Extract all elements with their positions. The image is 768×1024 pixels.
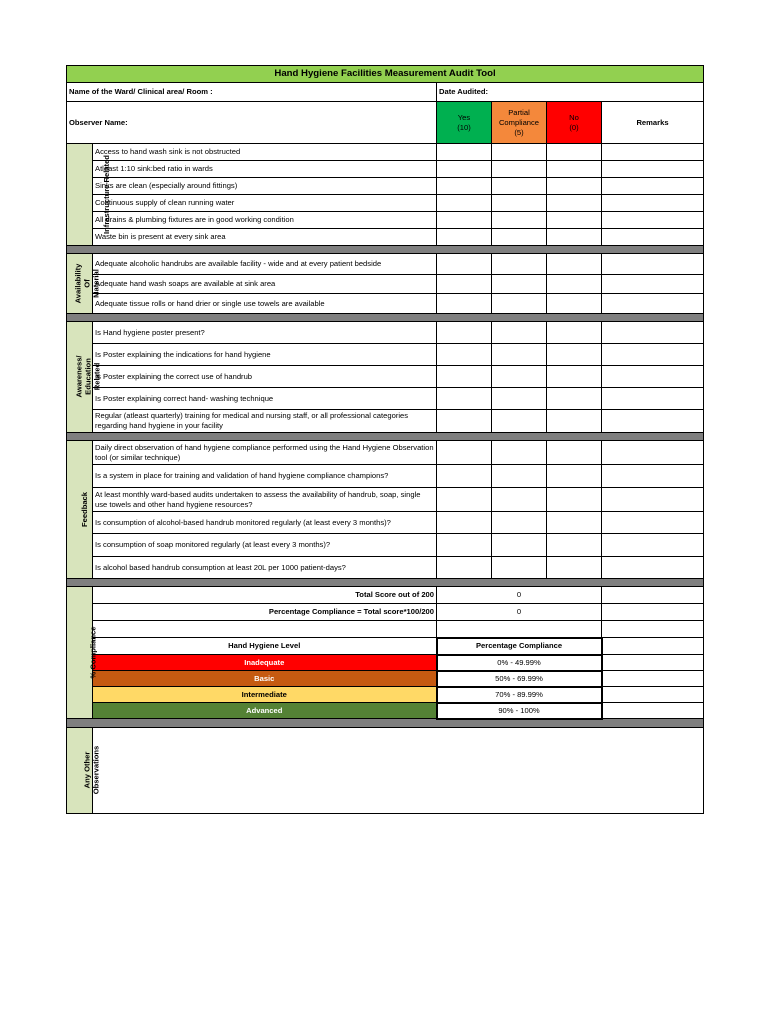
- yes-cell[interactable]: [437, 441, 492, 465]
- yes-cell[interactable]: [437, 410, 492, 433]
- question-text: Is alcohol based handrub consumption at least 20L per 1000 patient-days?: [93, 557, 437, 579]
- remarks-cell[interactable]: [602, 638, 704, 655]
- partial-cell[interactable]: [492, 488, 547, 512]
- remarks-cell[interactable]: [602, 254, 704, 275]
- section-label-text: Infrastructure Related: [101, 154, 111, 234]
- question-text: Continuous supply of clean running water: [93, 195, 437, 212]
- no-cell[interactable]: [547, 195, 602, 212]
- remarks-cell[interactable]: [602, 322, 704, 344]
- partial-cell[interactable]: [492, 388, 547, 410]
- remarks-cell[interactable]: [602, 488, 704, 512]
- yes-cell[interactable]: [437, 161, 492, 178]
- yes-cell[interactable]: [437, 366, 492, 388]
- question-text: Is Poster explaining correct hand- washing technique: [93, 388, 437, 410]
- observer-label[interactable]: Observer Name:: [67, 102, 437, 144]
- yes-cell[interactable]: [437, 275, 492, 294]
- question-text: At least monthly ward-based audits undertaken to assess the availability of handrub, soap, single use towels and other hand hygiene resources?: [93, 488, 437, 512]
- question-text: All drains & plumbing fixtures are in good working condition: [93, 212, 437, 229]
- yes-cell[interactable]: [437, 178, 492, 195]
- ward-label[interactable]: Name of the Ward/ Clinical area/ Room :: [67, 83, 437, 102]
- level-range: 90% - 100%: [437, 703, 602, 719]
- partial-cell[interactable]: [492, 512, 547, 534]
- level-inadequate: Inadequate: [93, 655, 437, 671]
- question-text: Is a system in place for training and validation of hand hygiene compliance champions?: [93, 465, 437, 488]
- yes-cell[interactable]: [437, 229, 492, 246]
- question-text: Sinks are clean (especially around fittings): [93, 178, 437, 195]
- partial-cell[interactable]: [492, 144, 547, 161]
- remarks-cell[interactable]: [602, 212, 704, 229]
- hand-hygiene-level-header: Hand Hygiene Level: [93, 638, 437, 655]
- question-text: Atleast 1:10 sink:bed ratio in wards: [93, 161, 437, 178]
- remarks-cell[interactable]: [602, 621, 704, 638]
- yes-cell[interactable]: [437, 534, 492, 557]
- yes-cell[interactable]: [437, 195, 492, 212]
- section-material-label: [67, 254, 101, 314]
- partial-cell[interactable]: [492, 344, 547, 366]
- no-cell[interactable]: [547, 161, 602, 178]
- remarks-cell[interactable]: [602, 144, 704, 161]
- level-intermediate: Intermediate: [93, 687, 437, 703]
- question-text: Is Hand hygiene poster present?: [93, 322, 437, 344]
- partial-cell[interactable]: [492, 275, 547, 294]
- partial-cell[interactable]: [492, 410, 547, 433]
- partial-cell[interactable]: [492, 229, 547, 246]
- partial-cell[interactable]: [492, 195, 547, 212]
- level-range: 50% - 69.99%: [437, 671, 602, 687]
- question-text: Regular (atleast quarterly) training for medical and nursing staff, or all professional categories regarding hand hygiene in your facility: [93, 410, 437, 433]
- remarks-cell[interactable]: [602, 687, 704, 703]
- no-cell[interactable]: [547, 512, 602, 534]
- form-title: Hand Hygiene Facilities Measurement Audit Tool: [67, 66, 704, 83]
- no-cell[interactable]: [547, 212, 602, 229]
- remarks-cell[interactable]: [602, 195, 704, 212]
- remarks-cell[interactable]: [602, 703, 704, 719]
- yes-cell[interactable]: [437, 144, 492, 161]
- section-label-text: Any Other Observations: [82, 745, 101, 794]
- no-cell[interactable]: [547, 366, 602, 388]
- yes-cell[interactable]: [437, 294, 492, 314]
- total-score-label: Total Score out of 200: [93, 587, 437, 604]
- partial-cell[interactable]: [492, 212, 547, 229]
- remarks-cell[interactable]: [602, 671, 704, 687]
- yes-cell[interactable]: [437, 465, 492, 488]
- no-cell[interactable]: [547, 294, 602, 314]
- partial-cell[interactable]: [492, 178, 547, 195]
- remarks-cell[interactable]: [602, 534, 704, 557]
- no-cell[interactable]: [547, 534, 602, 557]
- no-cell[interactable]: [547, 488, 602, 512]
- section-separator: [67, 579, 704, 587]
- no-cell[interactable]: [547, 465, 602, 488]
- no-cell[interactable]: [547, 229, 602, 246]
- question-text: Is consumption of alcohol-based handrub monitored regularly (at least every 3 months)?: [93, 512, 437, 534]
- partial-cell[interactable]: [492, 465, 547, 488]
- audit-table: [66, 65, 704, 814]
- remarks-cell[interactable]: [602, 604, 704, 621]
- no-cell[interactable]: [547, 322, 602, 344]
- remarks-cell[interactable]: [602, 410, 704, 433]
- no-cell[interactable]: [547, 410, 602, 433]
- question-text: Adequate hand wash soaps are available at sink area: [93, 275, 437, 294]
- partial-header: Partial Compliance (5): [492, 102, 547, 144]
- yes-header: Yes (10): [437, 102, 492, 144]
- level-range: 70% - 89.99%: [437, 687, 602, 703]
- remarks-cell[interactable]: [602, 587, 704, 604]
- no-cell[interactable]: [547, 344, 602, 366]
- remarks-cell[interactable]: [602, 388, 704, 410]
- question-text: Access to hand wash sink is not obstructed: [93, 144, 437, 161]
- section-separator: [67, 314, 704, 322]
- remarks-cell[interactable]: [602, 441, 704, 465]
- percentage-compliance-label: Percentage Compliance = Total score*100/200: [93, 604, 437, 621]
- section-awareness-label: [67, 322, 102, 433]
- no-cell[interactable]: [547, 557, 602, 579]
- section-infrastructure-label: [67, 144, 111, 246]
- partial-cell[interactable]: [492, 534, 547, 557]
- blank-cell: [93, 621, 437, 638]
- partial-cell[interactable]: [492, 366, 547, 388]
- percentage-compliance-value: 0: [437, 604, 602, 621]
- section-compliance-label: [67, 587, 98, 719]
- remarks-cell[interactable]: [602, 275, 704, 294]
- no-cell[interactable]: [547, 144, 602, 161]
- partial-cell[interactable]: [492, 254, 547, 275]
- remarks-cell[interactable]: [602, 229, 704, 246]
- yes-cell[interactable]: [437, 557, 492, 579]
- level-range: 0% - 49.99%: [437, 655, 602, 671]
- section-other-observations-label: [67, 727, 101, 813]
- remarks-cell[interactable]: [602, 557, 704, 579]
- yes-cell[interactable]: [437, 344, 492, 366]
- section-label-text: Availability Of Material: [73, 263, 101, 303]
- question-text: Adequate alcoholic handrubs are available facility - wide and at every patient bedside: [93, 254, 437, 275]
- yes-cell[interactable]: [437, 322, 492, 344]
- remarks-cell[interactable]: [602, 465, 704, 488]
- level-basic: Basic: [93, 671, 437, 687]
- question-text: Is consumption of soap monitored regularly (at least every 3 months)?: [93, 534, 437, 557]
- remarks-cell[interactable]: [602, 655, 704, 671]
- percentage-compliance-header: Percentage Compliance: [437, 638, 602, 655]
- section-label-text: Feedback: [80, 491, 90, 527]
- no-cell[interactable]: [547, 441, 602, 465]
- remarks-cell[interactable]: [602, 344, 704, 366]
- section-label-text: Awareness/ Education Related: [74, 355, 102, 398]
- no-cell[interactable]: [547, 178, 602, 195]
- total-score-value: 0: [437, 587, 602, 604]
- yes-cell[interactable]: [437, 254, 492, 275]
- remarks-cell[interactable]: [602, 366, 704, 388]
- question-text: Is Poster explaining the correct use of handrub: [93, 366, 437, 388]
- no-cell[interactable]: [547, 254, 602, 275]
- question-text: Daily direct observation of hand hygiene compliance performed using the Hand Hygiene Observation tool (or similar technique): [93, 441, 437, 465]
- no-header: No (0): [547, 102, 602, 144]
- question-text: Adequate tissue rolls or hand drier or single use towels are available: [93, 294, 437, 314]
- level-advanced: Advanced: [93, 703, 437, 719]
- partial-cell[interactable]: [492, 441, 547, 465]
- yes-cell[interactable]: [437, 512, 492, 534]
- remarks-header: Remarks: [602, 102, 704, 144]
- blank-cell: [437, 621, 602, 638]
- yes-cell[interactable]: [437, 388, 492, 410]
- audit-sheet: [66, 65, 703, 814]
- section-separator: [67, 433, 704, 441]
- remarks-cell[interactable]: [602, 512, 704, 534]
- remarks-cell[interactable]: [602, 161, 704, 178]
- question-text: Is Poster explaining the indications for hand hygiene: [93, 344, 437, 366]
- partial-cell[interactable]: [492, 557, 547, 579]
- partial-cell[interactable]: [492, 294, 547, 314]
- partial-cell[interactable]: [492, 161, 547, 178]
- other-observations-field[interactable]: [93, 727, 704, 813]
- question-text: Waste bin is present at every sink area: [93, 229, 437, 246]
- section-label-text: % Compliance: [88, 626, 98, 678]
- remarks-cell[interactable]: [602, 178, 704, 195]
- section-feedback-label: [67, 441, 93, 579]
- partial-cell[interactable]: [492, 322, 547, 344]
- section-separator: [67, 246, 704, 254]
- no-cell[interactable]: [547, 388, 602, 410]
- section-separator: [67, 719, 704, 728]
- date-label[interactable]: Date Audited:: [437, 83, 704, 102]
- no-cell[interactable]: [547, 275, 602, 294]
- yes-cell[interactable]: [437, 488, 492, 512]
- remarks-cell[interactable]: [602, 294, 704, 314]
- yes-cell[interactable]: [437, 212, 492, 229]
